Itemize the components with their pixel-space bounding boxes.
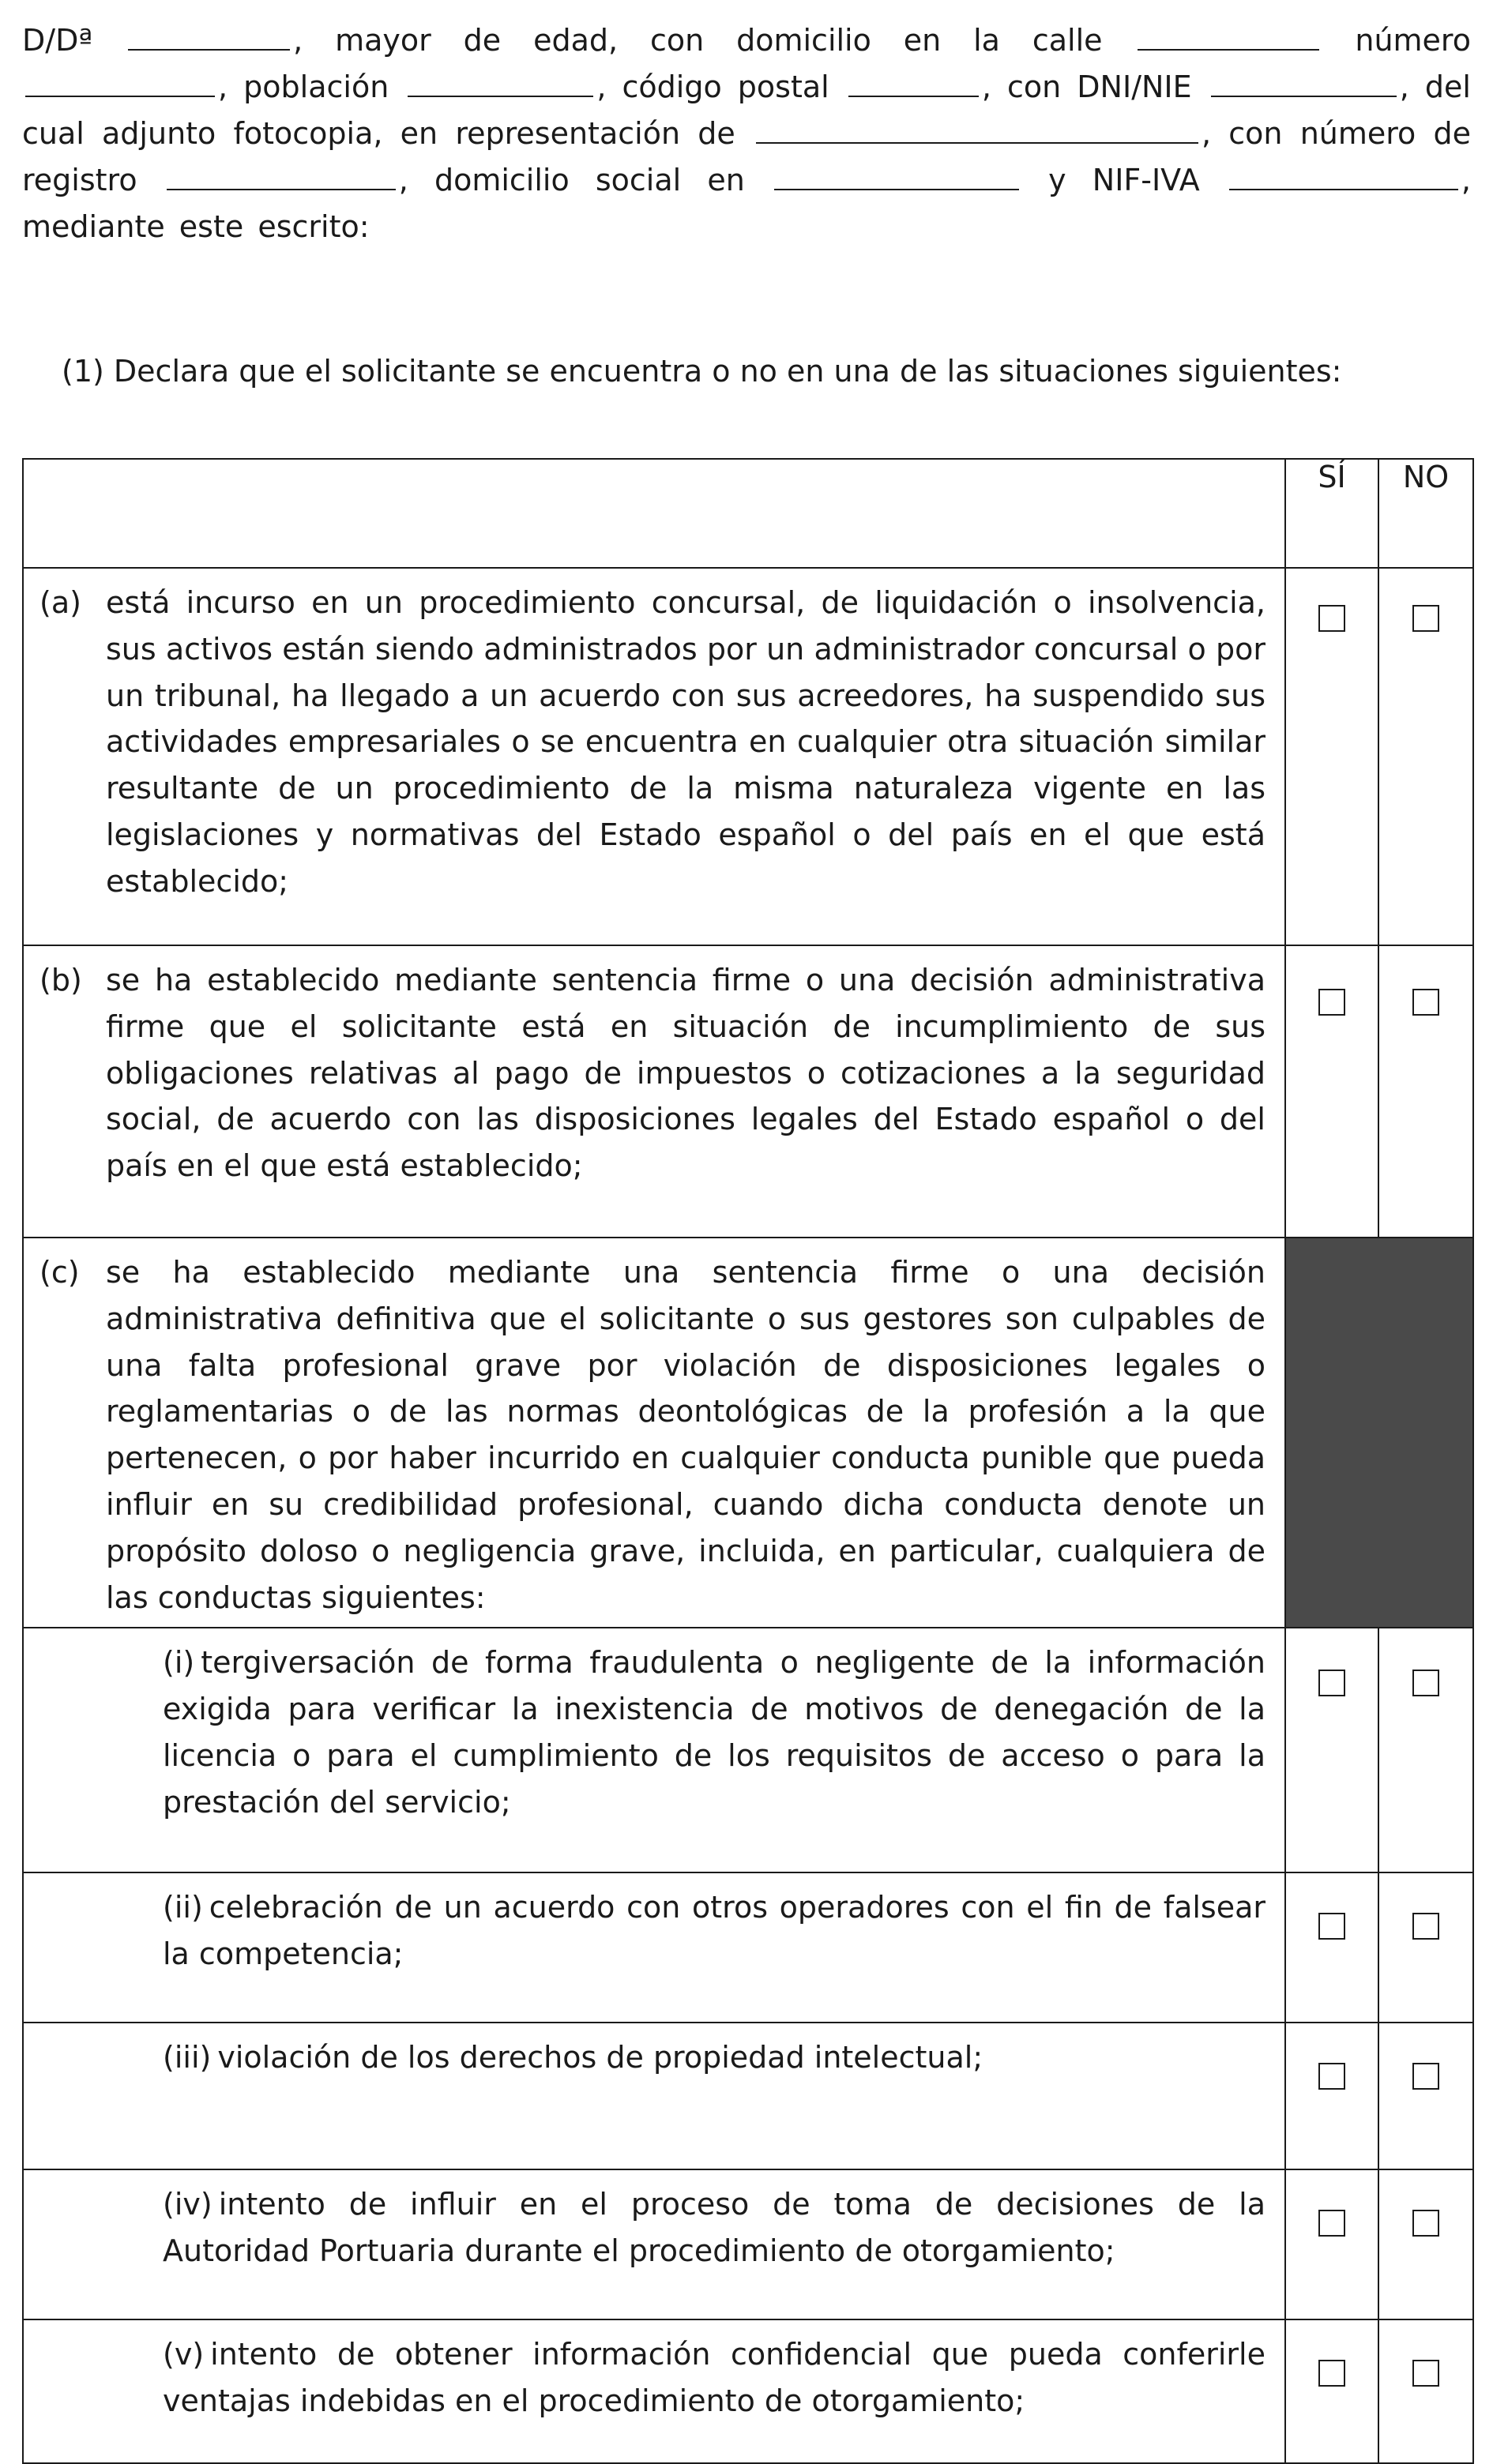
intro-paragraph <box>22 17 1471 250</box>
checkbox-no-b[interactable] <box>1412 989 1439 1016</box>
intro-text: , con <box>1201 116 1283 151</box>
item-marker: (iv) <box>163 2187 212 2222</box>
nif-iva-field[interactable] <box>1229 162 1458 190</box>
item-marker: (a) <box>39 585 81 620</box>
item-text: está incurso en un procedimiento concursal, de liquidación o insolvencia, sus activos están siendo administrados por un administrador concursal o por un tribunal, ha llegado a un acuerdo con sus acreedores, ha suspendido sus actividades empresariales o se encuentra en cualquier otra situación similar resultante de un procedimiento de la misma naturaleza vigente en las legislaciones y normativas del Estado español o del país en el que está establecido; <box>106 585 1265 899</box>
item-text: tergiversación de forma fraudulenta o negligente de la información exigida para verificar la inexistencia de motivos de denegación de la licencia o para el cumplimiento de los requisitos de acceso o para la prestación del servicio; <box>163 1645 1265 1820</box>
table-row <box>23 1238 1473 1628</box>
dni-field[interactable] <box>1211 69 1397 97</box>
header-si: SÍ <box>1285 459 1378 568</box>
intro-text: , <box>1399 69 1409 104</box>
represented-entity-field[interactable] <box>756 115 1198 144</box>
item-marker: (iii) <box>163 2040 212 2075</box>
table-header-row <box>23 459 1473 568</box>
item-text: intento de obtener información confidencial que pueda conferirle ventajas indebidas en el procedimiento de otorgamiento; <box>163 2337 1265 2419</box>
intro-text: , domicilio social en <box>398 163 745 197</box>
table-row <box>23 945 1473 1238</box>
declaration-table <box>22 458 1474 2464</box>
intro-text: , con DNI/NIE <box>981 69 1192 104</box>
checkbox-si-a[interactable] <box>1318 605 1345 632</box>
table-row <box>23 2319 1473 2463</box>
item-marker: (v) <box>163 2337 205 2372</box>
item-text: violación de los derechos de propiedad intelectual; <box>217 2040 983 2075</box>
header-no: NO <box>1378 459 1473 568</box>
name-field[interactable] <box>128 22 290 51</box>
checkbox-si-iv[interactable] <box>1318 2210 1345 2237</box>
table-row <box>23 1628 1473 1872</box>
intro-text: , población <box>218 69 389 104</box>
item-marker: (c) <box>39 1255 80 1290</box>
shaded-cell <box>1285 1238 1473 1628</box>
checkbox-si-v[interactable] <box>1318 2360 1345 2387</box>
checkbox-no-v[interactable] <box>1412 2360 1439 2387</box>
checkbox-si-i[interactable] <box>1318 1670 1345 1696</box>
item-text: se ha establecido mediante sentencia firme o una decisión administrativa firme que el solicitante está en situación de incumplimiento de sus obligaciones relativas al pago de impuestos o cotizaciones a la seguridad social, de acuerdo con las disposiciones legales del Estado español o del país en el que está establecido; <box>106 963 1265 1184</box>
item-marker: (ii) <box>163 1890 203 1925</box>
checkbox-no-iv[interactable] <box>1412 2210 1439 2237</box>
postal-code-field[interactable] <box>848 69 979 97</box>
checkbox-no-i[interactable] <box>1412 1670 1439 1696</box>
checkbox-si-iii[interactable] <box>1318 2063 1345 2090</box>
town-field[interactable] <box>408 69 593 97</box>
item-text: se ha establecido mediante una sentencia firme o una decisión administrativa definitiva que el solicitante o sus gestores son culpables de una falta profesional grave por violación de disposiciones legales o reglamentarias o de las normas deontológicas de la profesión a la que pertenecen, o por haber incurrido en cualquier conducta punible que pueda influir en su credibilidad profesional, cuando dicha conducta denote un propósito doloso o negligencia grave, incluida, en particular, cualquiera de las conductas siguientes: <box>106 1255 1265 1615</box>
checkbox-si-ii[interactable] <box>1318 1913 1345 1940</box>
item-text: intento de influir en el proceso de toma de decisiones de la Autoridad Portuaria durante el procedimiento de otorgamiento; <box>163 2187 1265 2269</box>
item-marker: (b) <box>39 963 82 997</box>
table-row <box>23 2023 1473 2169</box>
registry-number-field[interactable] <box>167 162 396 190</box>
intro-text: número <box>1355 23 1471 58</box>
registered-office-field[interactable] <box>774 162 1019 190</box>
intro-text: del cual adjunto fotocopia, en representación de <box>22 69 1471 151</box>
checkbox-si-b[interactable] <box>1318 989 1345 1016</box>
checkbox-no-iii[interactable] <box>1412 2063 1439 2090</box>
street-field[interactable] <box>1138 22 1319 51</box>
intro-text: número de registro <box>22 116 1471 197</box>
table-row <box>23 2169 1473 2319</box>
table-row <box>23 568 1473 945</box>
item-text: celebración de un acuerdo con otros operadores con el fin de falsear la competencia; <box>163 1890 1265 1972</box>
intro-text: y NIF-IVA <box>1048 163 1200 197</box>
checkbox-no-a[interactable] <box>1412 605 1439 632</box>
checkbox-no-ii[interactable] <box>1412 1913 1439 1940</box>
form-page <box>22 0 1471 2419</box>
declaration-heading: (1) Declara que el solicitante se encuentra o no en una de las situaciones siguientes: <box>62 354 1342 389</box>
intro-text: , mayor de edad, con domicilio en la calle <box>293 23 1103 58</box>
intro-text: , código postal <box>596 69 829 104</box>
header-empty-cell <box>23 459 1285 568</box>
intro-text: , mediante este escrito: <box>22 163 1471 244</box>
number-field[interactable] <box>25 69 215 97</box>
item-marker: (i) <box>163 1645 195 1681</box>
intro-text: D/Dª <box>22 23 93 58</box>
table-row <box>23 1872 1473 2023</box>
